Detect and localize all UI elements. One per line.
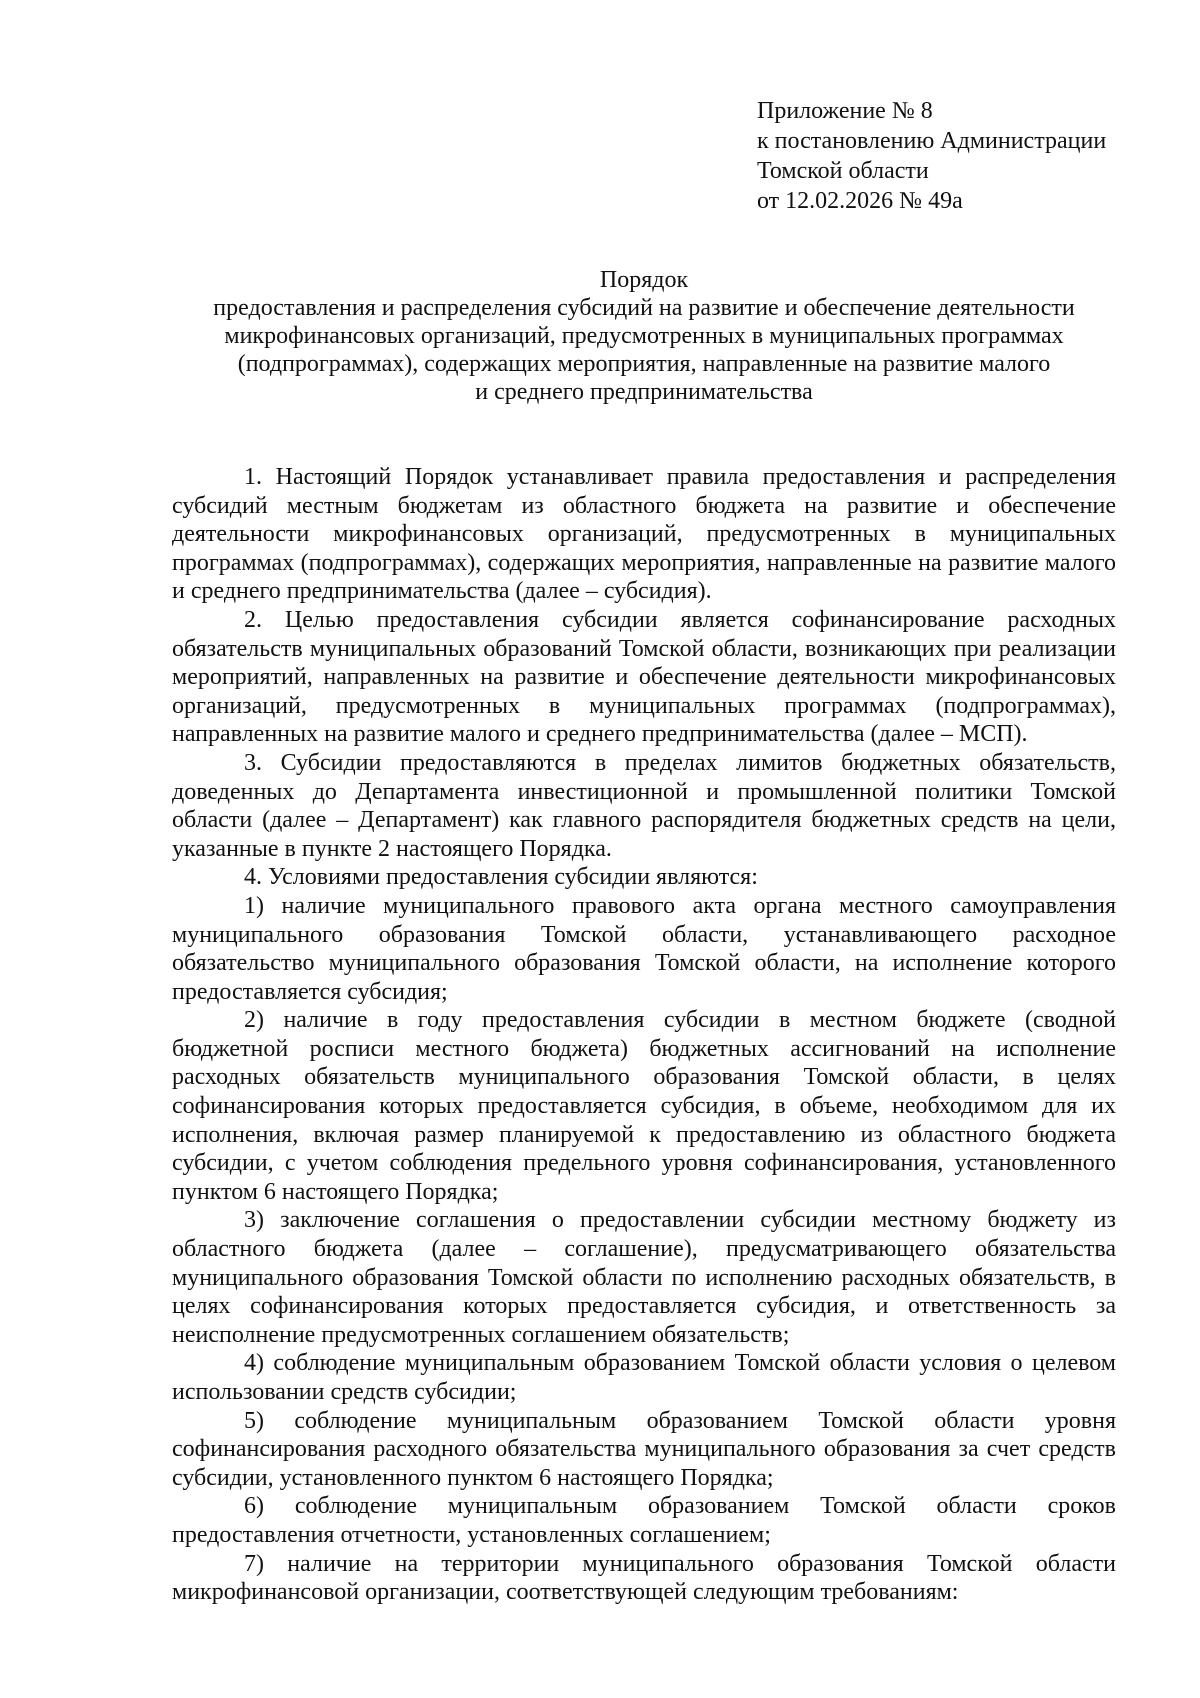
title-line: предоставления и распределения субсидий на развитие и обеспечение деятельности <box>213 295 1075 321</box>
condition-5: 5) соблюдение муниципальным образованием Томской области уровня софинансирования расходного обязательства муниципального образования за счет средств субсидии, установленного пунктом 6 настоящего Порядка; <box>172 1407 1116 1491</box>
title-line: микрофинансовых организаций, предусмотренных в муниципальных программах <box>224 323 1064 349</box>
condition-1: 1) наличие муниципального правового акта органа местного самоуправления муниципального образования Томской области, устанавливающего расходное обязательство муниципального образования Томской области, на исполнение которого предоставляется субсидия; <box>172 892 1116 1005</box>
appendix-date: от 12.02.2026 № 49а <box>757 188 963 214</box>
paragraph-1: 1. Настоящий Порядок устанавливает правила предоставления и распределения субсидий местным бюджетам из областного бюджета на развитие и обеспечение деятельности микрофинансовых организаций, предусмотренных в муниципальных программах (подпрограммах), содержащих мероприятия, направленные на развитие малого и среднего предпринимательства (далее – субсидия). <box>172 464 1116 605</box>
title-line: (подпрограммах), содержащих мероприятия, направленные на развитие малого <box>237 351 1051 377</box>
appendix-resolution-ref: к постановлению Администрации <box>757 128 1107 154</box>
appendix-number: Приложение № 8 <box>757 98 933 124</box>
paragraph-4: 4. Условиями предоставления субсидии являются: <box>244 864 758 891</box>
condition-4: 4) соблюдение муниципальным образованием Томской области условия о целевом использовании средств субсидии; <box>172 1350 1116 1405</box>
title-line: и среднего предпринимательства <box>475 379 813 405</box>
document-title <box>172 266 1116 406</box>
paragraph-2: 2. Целью предоставления субсидии является софинансирование расходных обязательств муниципальных образований Томской области, возникающих при реализации мероприятий, направленных на развитие и обеспечение деятельности микрофинансовых организаций, предусмотренных в муниципальных программах (подпрограммах), направленных на развитие малого и среднего предпринимательства (далее – МСП). <box>172 606 1116 748</box>
condition-2: 2) наличие в году предоставления субсидии в местном бюджете (сводной бюджетной росписи местного бюджета) бюджетных ассигнований на исполнение расходных обязательств муниципального образования Томской области, в целях софинансирования которых предоставляется субсидия, в объеме, необходимом для их исполнения, включая размер планируемой к предоставлению из областного бюджета субсидии, с учетом соблюдения предельного уровня софинансирования, установленного пунктом 6 настоящего Порядка; <box>172 1007 1116 1205</box>
condition-6: 6) соблюдение муниципальным образованием Томской области сроков предоставления отчетности, установленных соглашением; <box>172 1493 1116 1548</box>
appendix-header <box>757 96 1106 216</box>
condition-7: 7) наличие на территории муниципального образования Томской области микрофинансовой организации, соответствующей следующим требованиям: <box>172 1550 1116 1606</box>
document-body <box>172 463 1116 1607</box>
condition-3: 3) заключение соглашения о предоставлении субсидии местному бюджету из областного бюджета (далее – соглашение), предусматривающего обязательства муниципального образования Томской области по исполнению расходных обязательств, в целях софинансирования которых предоставляется субсидия, и ответственность за неисполнение предусмотренных соглашением обязательств; <box>172 1207 1116 1348</box>
title-heading: Порядок <box>599 267 689 293</box>
appendix-region: Томской области <box>757 158 929 184</box>
paragraph-3: 3. Субсидии предоставляются в пределах лимитов бюджетных обязательств, доведенных до Департамента инвестиционной и промышленной политики Томской области (далее – Департамент) как главного распорядителя бюджетных средств на цели, указанные в пункте 2 настоящего Порядка. <box>172 749 1116 862</box>
